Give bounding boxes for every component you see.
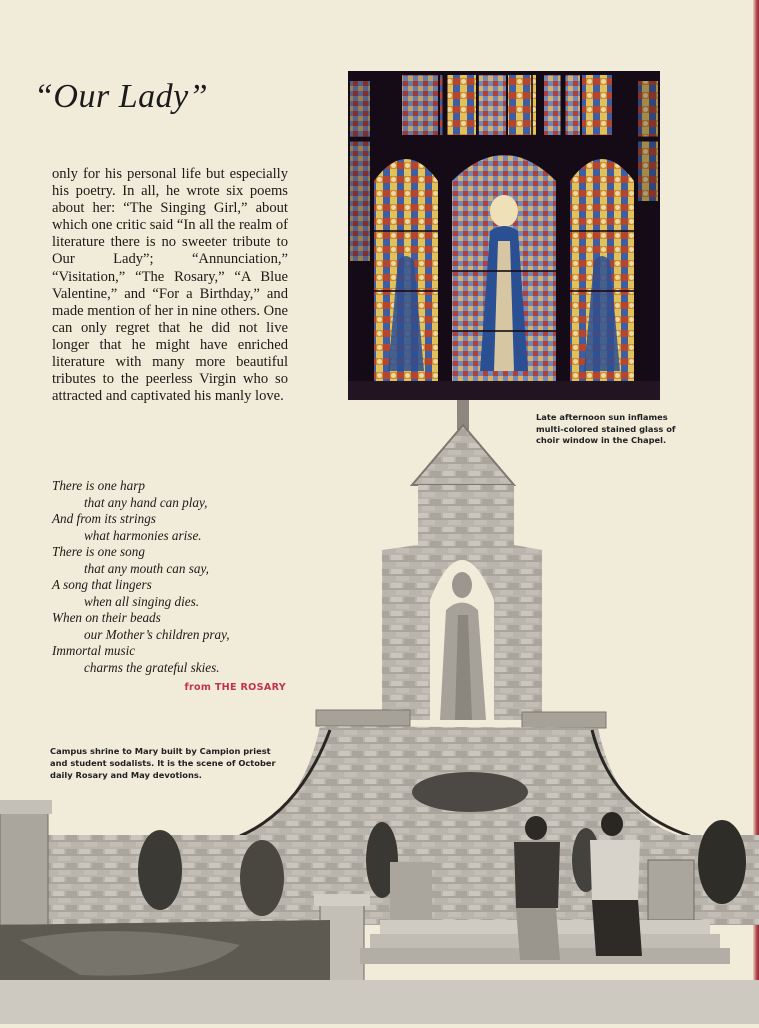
poem-line: And from its strings [52,511,156,526]
poem-line: that any mouth can say, [84,560,209,576]
page-title: “Our Lady” [34,78,209,115]
poem-line: There is one song [52,544,145,559]
stained-glass-illustration [348,71,660,400]
poem-source: from THE ROSARY [184,682,286,693]
shrine-illustration [0,400,759,1024]
body-paragraph: only for his personal life but especially his poetry. In all, he wrote six poems about her: “The Singing Girl,” about which one critic said “In all the realm of literature there is no sweeter tribute to Our Lady”; “Annunciation,” “Visitation,” “The Rosary,” “A Blue Valentine,” and “For a Birthday,” and made mention of her in nine others. One can only regret that he did not live longer that he might have enriched literature with many more beautiful tributes to the peerless Virgin who so attracted and captivated his manly love. [52,166,288,405]
stained-glass-window-photo [348,71,660,400]
poem-line: There is one harp [52,478,145,493]
poem-line: charms the grateful skies. [84,659,220,675]
poem-line: A song that lingers [52,577,152,592]
shrine-photo [0,400,759,1024]
poem-line: our Mother’s children pray, [84,626,230,642]
poem-line: Immortal music [52,643,136,658]
window-caption: Late afternoon sun inflames multi-colored stained glass of choir window in the Chapel. [536,412,676,445]
shrine-caption: Campus shrine to Mary built by Campion priest and student sodalists. It is the scene of October daily Rosary and May devotions. [50,746,276,780]
poem-line: that any hand can play, [84,494,208,510]
poem-line: what harmonies arise. [84,527,202,543]
poem-line: when all singing dies. [84,593,200,609]
poem-line: When on their beads [52,610,161,625]
